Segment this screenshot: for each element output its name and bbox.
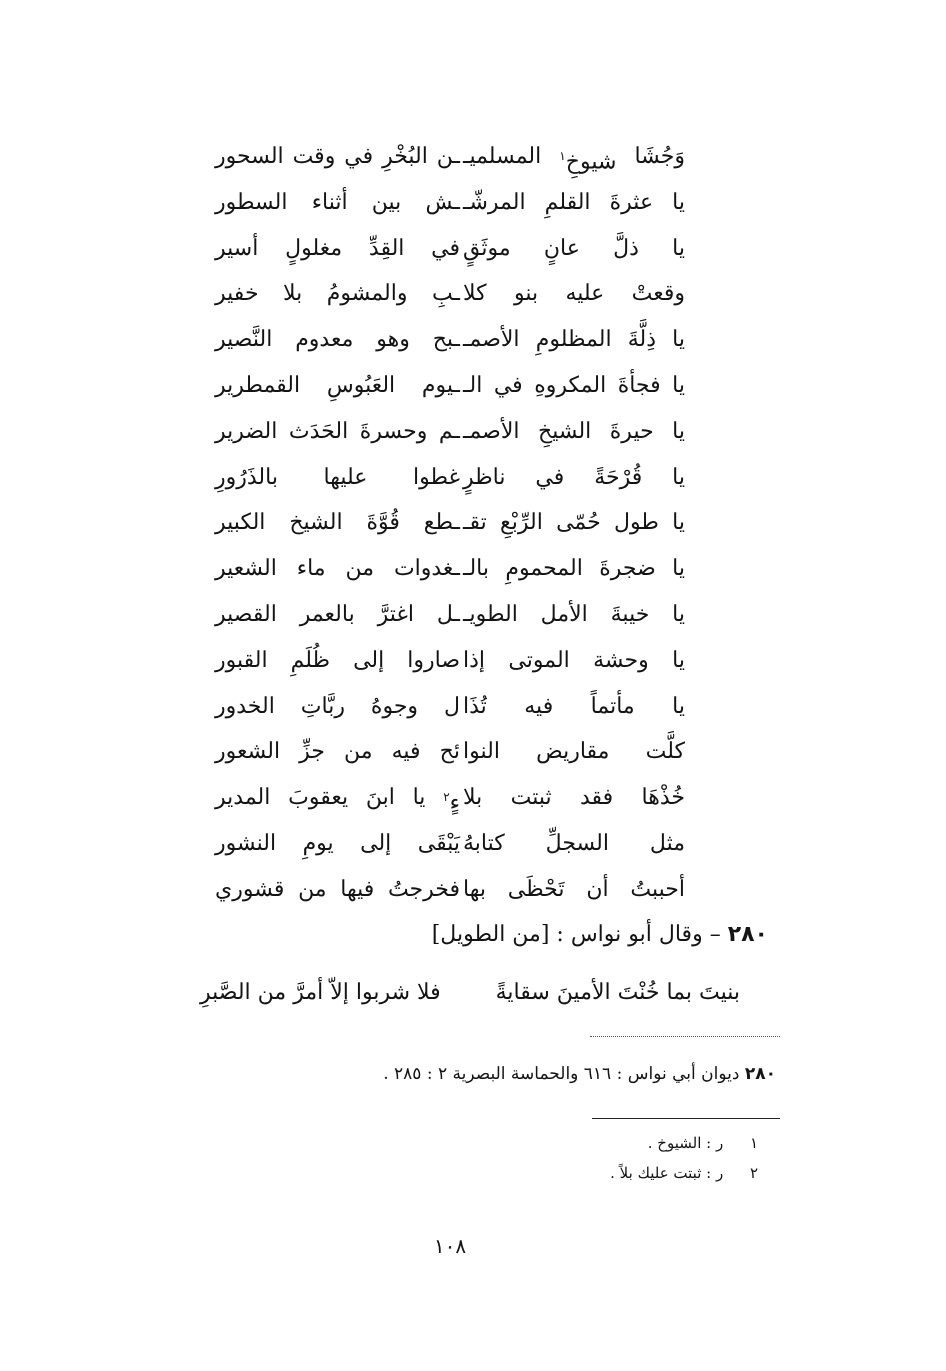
verse-line <box>215 226 685 272</box>
verse-word: الرِّبْعِ <box>500 510 543 536</box>
verse-word: ـل <box>436 601 460 627</box>
first-hemistich <box>463 592 685 638</box>
second-hemistich <box>215 500 460 546</box>
first-hemistich <box>463 546 685 592</box>
verse-word: كلَّت <box>645 739 685 765</box>
source-note-text: ديوان أبي نواس : ٦١٦ والحماسة البصرية ٢ : ٢٨٥ . <box>383 1064 740 1084</box>
verse-word: من <box>345 556 375 582</box>
second-hemistich <box>215 546 460 592</box>
verse-word: يا <box>672 693 685 719</box>
verse-line <box>215 500 685 546</box>
verse-word: خُذْهَا <box>641 785 685 811</box>
second-hemistich <box>215 180 460 226</box>
verse-word: في <box>493 372 523 398</box>
footnote-reference: ٢ <box>443 790 450 805</box>
verse-line <box>215 271 685 317</box>
verse-word: يا <box>672 372 685 398</box>
verse-word: عانٍ <box>543 235 580 261</box>
second-hemistich <box>215 867 460 913</box>
second-hemistich <box>215 775 460 826</box>
verse-word: يعقوبَ <box>288 785 349 811</box>
verse-line <box>215 821 685 867</box>
verse-word: تَحْظَى <box>507 876 565 902</box>
verse-word: عثرةَ <box>609 189 654 215</box>
verse-word: ـطع <box>423 510 460 536</box>
verse-word: ضجرةَ <box>599 556 656 582</box>
verse-line <box>215 638 685 684</box>
verse-word: ذِلَّةَ <box>627 327 657 353</box>
verse-word: ظُلَمِ <box>290 647 331 673</box>
second-hemistich <box>215 271 460 317</box>
footnote <box>610 1164 758 1182</box>
second-hemistich <box>215 729 460 775</box>
first-hemistich: بنيتَ بما خُنْتَ الأمينَ سقايةً <box>495 980 740 1005</box>
first-hemistich <box>463 684 685 730</box>
second-hemistich <box>215 821 460 867</box>
second-hemistich <box>215 363 460 409</box>
verse-word: ئح <box>439 739 460 765</box>
verse-word: كلا <box>463 281 487 307</box>
first-hemistich <box>463 775 685 821</box>
verse-word: الأمل <box>540 601 588 627</box>
second-hemistich <box>215 684 460 730</box>
verse-word: الشعير <box>215 556 277 582</box>
verse-word: ابنَ <box>365 785 395 811</box>
verse-word: إلى <box>353 647 385 673</box>
verse-word: المدير <box>215 785 271 811</box>
verse-word: ـش <box>425 189 460 215</box>
verse-line <box>215 592 685 638</box>
verse-word: عليه <box>565 281 605 307</box>
verse-word: يا <box>672 464 685 490</box>
dotted-separator <box>590 1036 780 1037</box>
footnote-number: ٢ <box>749 1164 758 1182</box>
verse-word: والمشومُ <box>326 281 408 307</box>
verse-word: الضرير <box>215 418 278 444</box>
verse-word: مثل <box>649 830 685 856</box>
verse-word: غطوا <box>412 464 460 490</box>
first-hemistich <box>463 180 685 226</box>
verse-word: بنو <box>513 281 539 307</box>
verse-word: أثناء <box>311 189 348 215</box>
verse-word: حيرةَ <box>609 418 654 444</box>
footnote-number: ١ <box>749 1134 758 1152</box>
verse-word: ل <box>444 693 460 719</box>
verse-word: يومِ <box>302 830 334 856</box>
second-hemistich <box>215 409 460 455</box>
page-number: ١٠٨ <box>433 1234 467 1258</box>
verse-word: حُمّى <box>556 510 601 536</box>
verse-word: بلا <box>283 281 303 307</box>
verse-word: يا <box>672 510 685 536</box>
verse-word: ـن <box>436 144 460 169</box>
verse-word: وجوهُ <box>370 693 419 719</box>
verse-word: فيه <box>524 693 554 719</box>
verse-word: النَّصير <box>215 327 273 353</box>
verse-word: أحببتُ <box>630 876 685 902</box>
verse-line <box>215 180 685 226</box>
verse-word: المرشّـ <box>463 189 526 215</box>
verse-word: المسلميـ <box>463 144 542 169</box>
verse-word: يا <box>672 647 685 673</box>
verse-word: وقعتْ <box>631 281 685 307</box>
poem-280-verse <box>200 970 740 1016</box>
verse-word: بلا <box>463 785 483 811</box>
verse-word: البُخْرِ <box>382 144 428 169</box>
verse-word: تقـ <box>463 510 487 536</box>
footnote-reference: ١ <box>559 149 566 163</box>
poem-280-heading <box>432 922 768 947</box>
verse-word: الحَدَث <box>288 418 349 444</box>
second-hemistich <box>215 134 460 180</box>
verse-line <box>215 363 685 409</box>
verse-word: خفير <box>215 281 259 307</box>
verse-word: فجأةَ <box>617 372 661 398</box>
verse-word: موثَقٍ <box>463 235 511 261</box>
verse-word: ناظرٍ <box>463 464 506 490</box>
first-hemistich <box>463 638 685 684</box>
verse-word: معدوم <box>295 327 354 353</box>
verse-word: الـ <box>463 372 483 398</box>
first-hemistich <box>463 226 685 272</box>
second-hemistich <box>215 455 460 501</box>
verse-word: ثبتت <box>510 785 552 811</box>
verse-word: طول <box>614 510 659 536</box>
verse-word: القصير <box>215 601 277 627</box>
verse-word: إذا <box>463 647 486 673</box>
verse-word: مغلولٍ <box>285 235 343 261</box>
verse-word: المكروهِ <box>534 372 607 398</box>
verse-word: فقد <box>579 785 614 811</box>
verse-word: من <box>344 739 373 765</box>
verse-word: بين <box>371 189 402 215</box>
verse-word: وحسرةَ <box>359 418 428 444</box>
verse-word: السطور <box>215 189 288 215</box>
source-note <box>383 1064 776 1084</box>
verse-line <box>215 775 685 821</box>
verse-word: النشور <box>215 830 277 856</box>
verse-word: صاروا <box>407 647 460 673</box>
source-note-number: ٢٨٠ <box>744 1064 776 1084</box>
verse-word: يا <box>672 556 685 582</box>
verse-word: مأتماً <box>590 693 635 719</box>
verse-word: وَجُشَا <box>634 144 685 169</box>
verse-word: أن <box>586 876 609 902</box>
verse-word: يا <box>672 189 685 215</box>
second-hemistich <box>215 592 460 638</box>
verse-word: بالعمر <box>299 601 355 627</box>
verse-word: المحمومِ <box>505 556 583 582</box>
verse-word: في <box>344 144 374 169</box>
first-hemistich <box>463 271 685 317</box>
verse-word: ـيوم <box>421 372 460 398</box>
first-hemistich <box>463 317 685 363</box>
verse-word: الشيخِ <box>538 418 592 444</box>
first-hemistich <box>463 409 685 455</box>
verse-word: قُوَّةَ <box>366 510 400 536</box>
second-hemistich: فلا شربوا إلاّ أمرَّ من الصَّبرِ <box>200 980 441 1005</box>
verse-word: النوا <box>463 739 500 765</box>
first-hemistich <box>463 134 685 185</box>
verse-word: الشعور <box>215 739 281 765</box>
verse-word: قُرْحَةً <box>594 464 643 490</box>
verse-word: في <box>431 235 460 261</box>
verse-word: ماء <box>296 556 326 582</box>
verse-word: السحور <box>215 144 284 169</box>
footnote <box>648 1134 758 1152</box>
second-hemistich <box>215 226 460 272</box>
verse-word: ـبِ <box>431 281 460 307</box>
verse-word: يا <box>672 235 685 261</box>
verse-word: جزِّ <box>299 739 325 765</box>
verse-word: من <box>298 876 327 902</box>
verse-word: يا <box>412 785 426 811</box>
verse-word: شيوخِ$^١$ <box>559 149 617 175</box>
verse-word: القبور <box>215 647 268 673</box>
verse-word: وهو <box>376 327 410 353</box>
first-hemistich <box>463 500 685 546</box>
verse-word: الموتى <box>508 647 570 673</box>
verse-word: القلمِ <box>544 189 591 215</box>
verse-word: في <box>535 464 565 490</box>
verse-word: فخرجتُ <box>387 876 460 902</box>
verse-word: بالذَرُورِ <box>215 464 278 490</box>
verse-word: الطويـ <box>463 601 518 627</box>
verse-word: فيها <box>340 876 375 902</box>
second-hemistich <box>215 638 460 684</box>
verse-line <box>215 546 685 592</box>
verse-word: الأصمـ <box>463 327 520 353</box>
verse-word: ـغدوات <box>393 556 460 582</box>
verse-word: القمطرير <box>215 372 301 398</box>
first-hemistich <box>463 729 685 775</box>
verse-word: ـم <box>438 418 460 444</box>
verse-word: الكبير <box>215 510 266 536</box>
first-hemistich <box>463 821 685 867</box>
verse-line <box>215 729 685 775</box>
verse-line <box>215 455 685 501</box>
verse-word: اغترَّ <box>377 601 414 627</box>
verse-word: كتابهُ <box>463 830 505 856</box>
verse-word: يا <box>672 601 685 627</box>
verse-word: يا <box>672 418 685 444</box>
poem-meter: [من الطويل] <box>431 922 550 947</box>
verse-word: عليها <box>323 464 368 490</box>
verse-word: تُذَا <box>463 693 487 719</box>
verse-word: خيبةَ <box>610 601 650 627</box>
verse-word: القِدِّ <box>368 235 405 261</box>
verse-line <box>215 317 685 363</box>
verse-word: ءٍ$^٢$ <box>443 790 460 816</box>
first-hemistich <box>463 867 685 913</box>
first-hemistich <box>463 363 685 409</box>
first-hemistich <box>463 455 685 501</box>
verse-word: العَبُوسِ <box>326 372 396 398</box>
verse-word: الشيخ <box>289 510 343 536</box>
verse-word: يا <box>672 327 685 353</box>
verse-word: بالـ <box>463 556 489 582</box>
second-hemistich <box>215 317 460 363</box>
verse-word: بها <box>463 876 486 902</box>
poem-intro: – وقال أبو نواس : <box>556 922 721 947</box>
poem-number: ٢٨٠ <box>727 922 768 947</box>
verse-word: ربَّاتِ <box>300 693 345 719</box>
verse-word: المظلومِ <box>535 327 612 353</box>
verse-word: وحشة <box>593 647 649 673</box>
footnote-separator <box>592 1118 780 1119</box>
verse-word: يَبْقَى <box>417 830 460 856</box>
footnote-text: ر : ثبتت عليك بلاً . <box>610 1164 724 1182</box>
verse-word: وقت <box>292 144 336 169</box>
verse-word: مقاريض <box>536 739 610 765</box>
verse-line <box>215 134 685 180</box>
verse-word: السجلِّ <box>545 830 609 856</box>
verse-word: إلى <box>360 830 392 856</box>
verse-word: ـبح <box>432 327 460 353</box>
verse-word: أسير <box>215 235 259 261</box>
verse-word: ذلَّ <box>613 235 639 261</box>
verse-line <box>215 684 685 730</box>
footnote-text: ر : الشيوخ . <box>647 1134 724 1152</box>
verse-word: الخدور <box>215 693 275 719</box>
verse-word: قشوري <box>215 876 285 902</box>
verse-line <box>215 867 685 913</box>
verse-word: الأصمـ <box>463 418 520 444</box>
verse-word: فيه <box>391 739 421 765</box>
poem-verses <box>215 134 685 913</box>
verse-line <box>215 409 685 455</box>
